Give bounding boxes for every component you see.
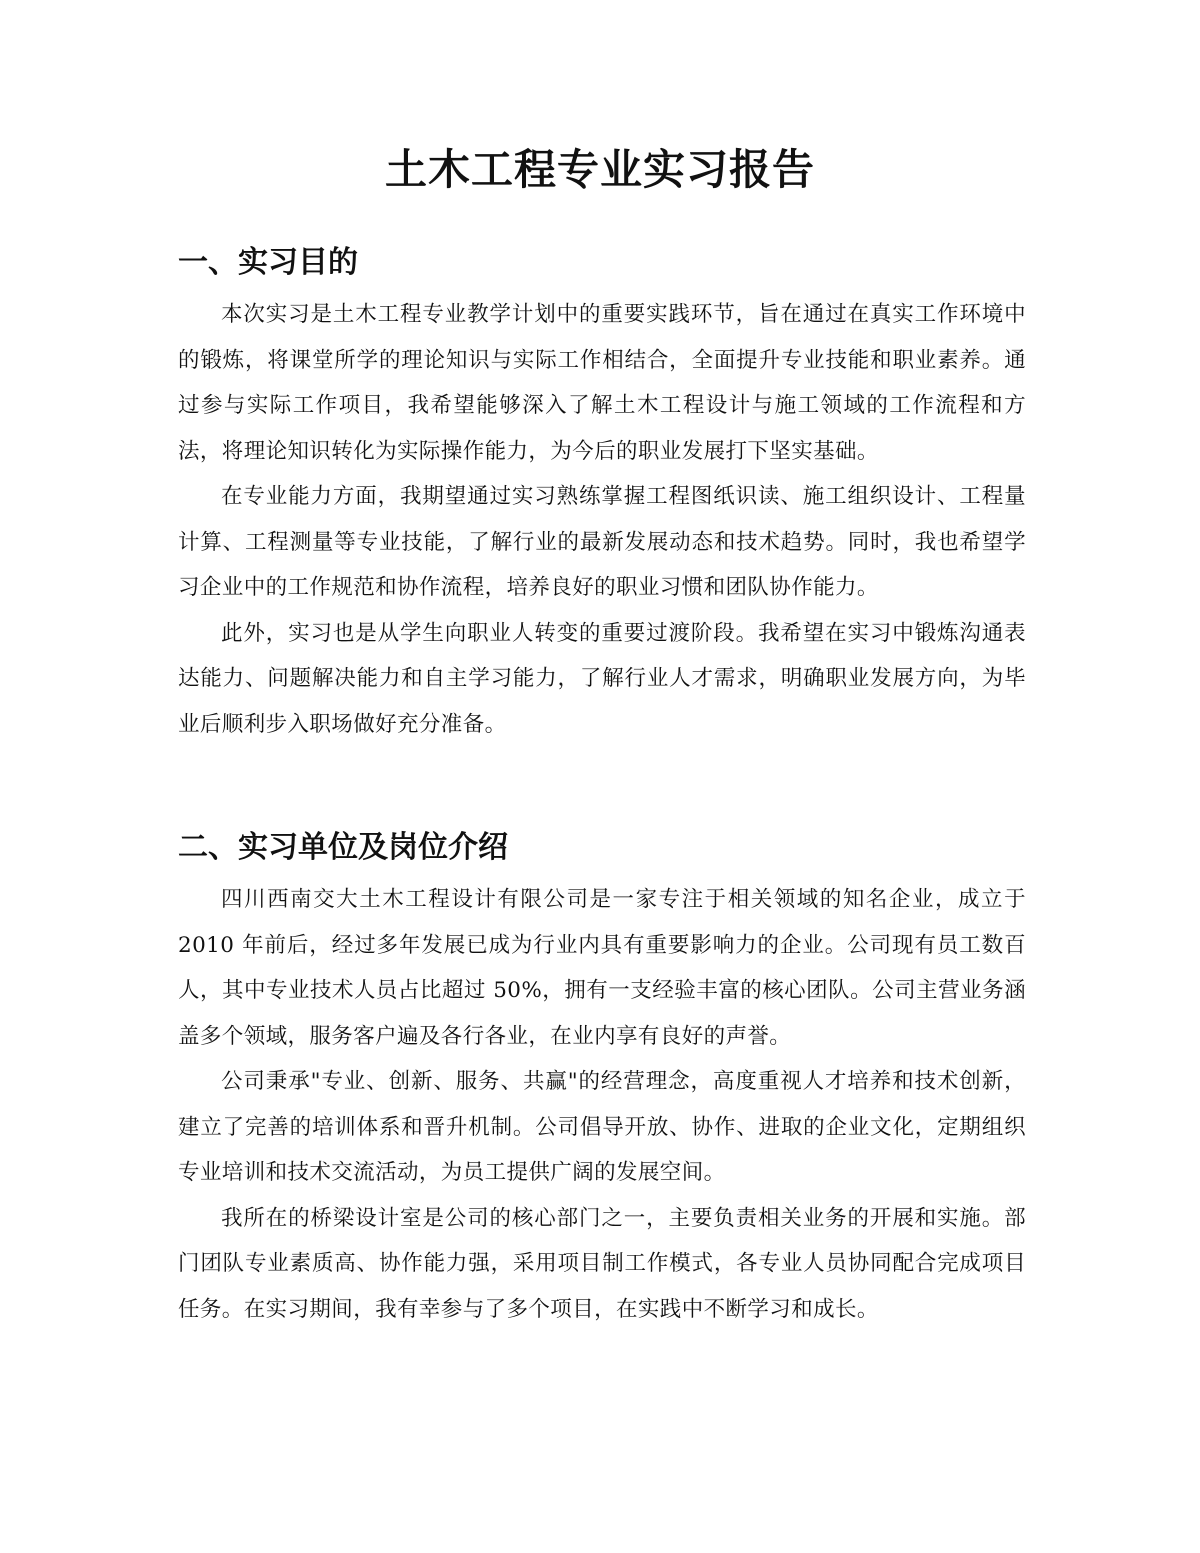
paragraph: 本次实习是土木工程专业教学计划中的重要实践环节，旨在通过在真实工作环境中的锻炼，将课堂所学的理论知识与实际工作相结合，全面提升专业技能和职业素养。通过参与实际工作项目，我希望能够深入了解土木工程设计与施工领域的工作流程和方法，将理论知识转化为实际操作能力，为今后的职业发展打下坚实基础。 <box>178 302 1026 464</box>
paragraph: 在专业能力方面，我期望通过实习熟练掌握工程图纸识读、施工组织设计、工程量计算、工程测量等专业技能，了解行业的最新发展动态和技术趋势。同时，我也希望学习企业中的工作规范和协作流程，培养良好的职业习惯和团队协作能力。 <box>178 484 1026 600</box>
paragraph: 我所在的桥梁设计室是公司的核心部门之一，主要负责相关业务的开展和实施。部门团队专业素质高、协作能力强，采用项目制工作模式，各专业人员协同配合完成项目任务。在实习期间，我有幸参与了多个项目，在实践中不断学习和成长。 <box>178 1205 1026 1322</box>
paragraph: 四川西南交大土木工程设计有限公司是一家专注于相关领域的知名企业，成立于 2010 年前后，经过多年发展已成为行业内具有重要影响力的企业。公司现有员工数百人，其中专业技术人员占比超过 50%，拥有一支经验丰富的核心团队。公司主营业务涵盖多个领域，服务客户遍及各行各业，在业内享有良好的声誉。 <box>178 887 1026 1049</box>
paragraph: 此外，实习也是从学生向职业人转变的重要过渡阶段。我希望在实习中锻炼沟通表达能力、问题解决能力和自主学习能力，了解行业人才需求，明确职业发展方向，为毕业后顺利步入职场做好充分准备。 <box>178 620 1026 737</box>
document-title: 土木工程专业实习报告 <box>384 145 815 194</box>
section-heading-purpose: 一、实习目的 <box>178 245 358 280</box>
section-heading-company: 二、实习单位及岗位介绍 <box>178 830 508 865</box>
section-body-purpose <box>178 292 1026 747</box>
section-body-company <box>178 877 1026 1332</box>
paragraph: 公司秉承"专业、创新、服务、共赢"的经营理念，高度重视人才培养和技术创新，建立了完善的培训体系和晋升机制。公司倡导开放、协作、进取的企业文化，定期组织专业培训和技术交流活动，为员工提供广阔的发展空间。 <box>178 1069 1026 1185</box>
